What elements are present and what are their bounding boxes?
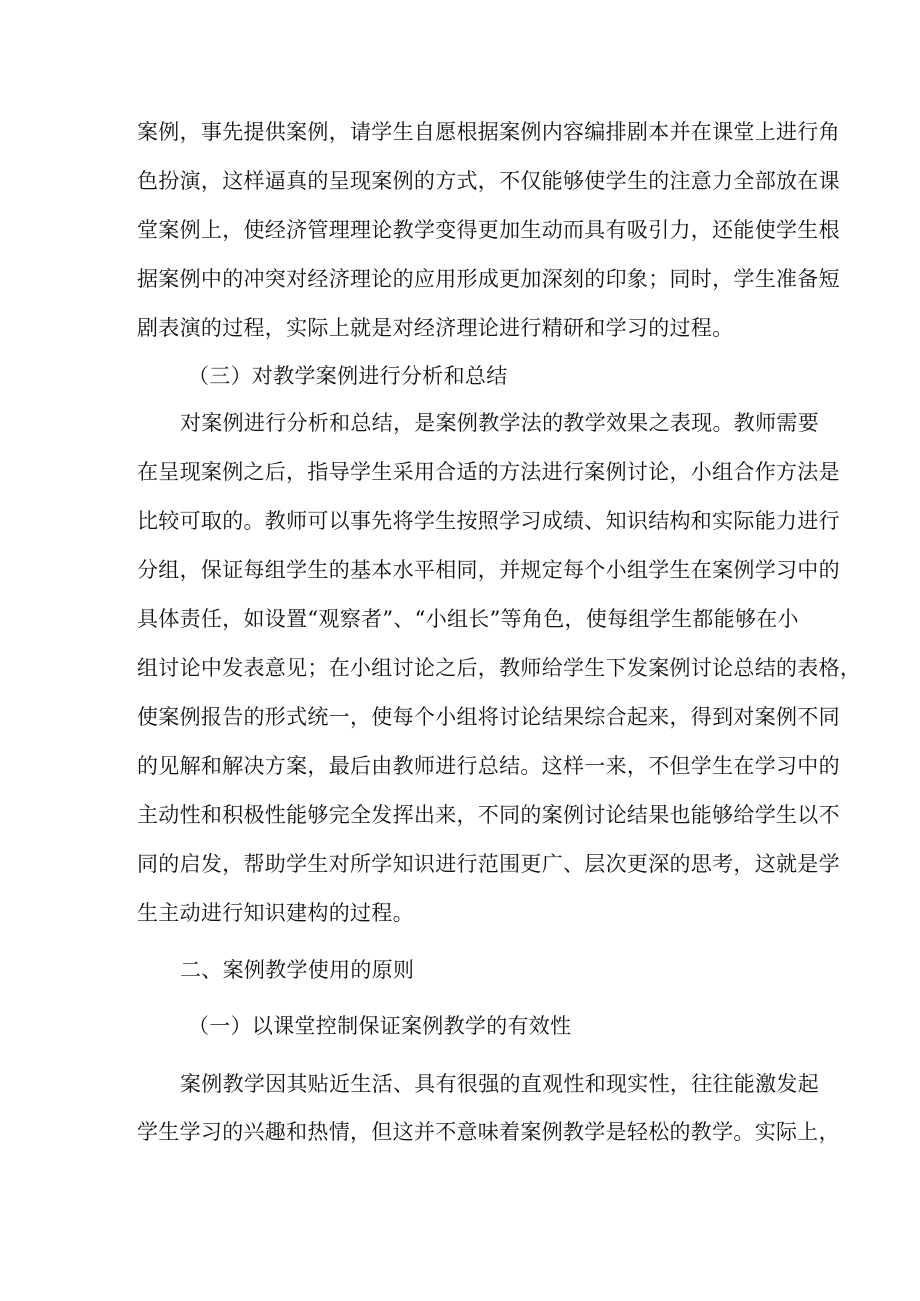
paragraph-line: 案例，事先提供案例，请学生自愿根据案例内容编排剧本并在课堂上进行角 (137, 120, 840, 144)
paragraph-line: 据案例中的冲突对经济理论的应用形成更加深刻的印象；同时，学生准备短 (137, 267, 840, 291)
paragraph-line: 比较可取的。教师可以事先将学生按照学习成绩、知识结构和实际能力进行 (137, 509, 840, 533)
paragraph-line: 学生学习的兴趣和热情，但这并不意味着案例教学是轻松的教学。实际上， (137, 1120, 840, 1144)
paragraph-line: 生主动进行知识建构的过程。 (137, 901, 414, 925)
paragraph-line: 剧表演的过程，实际上就是对经济理论进行精研和学习的过程。 (137, 316, 734, 340)
section-subheading: （一）以课堂控制保证案例教学的有效性 (188, 1014, 572, 1038)
paragraph-line: 对案例进行分析和总结，是案例教学法的教学效果之表现。教师需要 (180, 411, 819, 435)
paragraph-line: 具体责任，如设置“观察者”、“小组长”等角色，使每组学生都能够在小 (137, 607, 799, 631)
paragraph-line: 在呈现案例之后，指导学生采用合适的方法进行案例讨论，小组合作方法是 (137, 460, 840, 484)
paragraph-line: 分组，保证每组学生的基本水平相同，并规定每个小组学生在案例学习中的 (137, 558, 840, 582)
paragraph-line: 堂案例上，使经济管理理论教学变得更加生动而具有吸引力，还能使学生根 (137, 218, 840, 242)
paragraph-line: 同的启发，帮助学生对所学知识进行范围更广、层次更深的思考，这就是学 (137, 852, 840, 876)
section-subheading: （三）对教学案例进行分析和总结 (188, 364, 508, 388)
section-heading: 二、案例教学使用的原则 (180, 958, 415, 982)
paragraph-line: 组讨论中发表意见；在小组讨论之后，教师给学生下发案例讨论总结的表格， (137, 656, 862, 680)
paragraph-line: 案例教学因其贴近生活、具有很强的直观性和现实性，往往能激发起 (180, 1072, 819, 1096)
paragraph-line: 的见解和解决方案，最后由教师进行总结。这样一来，不但学生在学习中的 (137, 754, 840, 778)
paragraph-line: 色扮演，这样逼真的呈现案例的方式，不仅能够使学生的注意力全部放在课 (137, 169, 840, 193)
paragraph-line: 使案例报告的形式统一，使每个小组将讨论结果综合起来，得到对案例不同 (137, 705, 840, 729)
paragraph-line: 主动性和积极性能够完全发挥出来，不同的案例讨论结果也能够给学生以不 (137, 803, 840, 827)
